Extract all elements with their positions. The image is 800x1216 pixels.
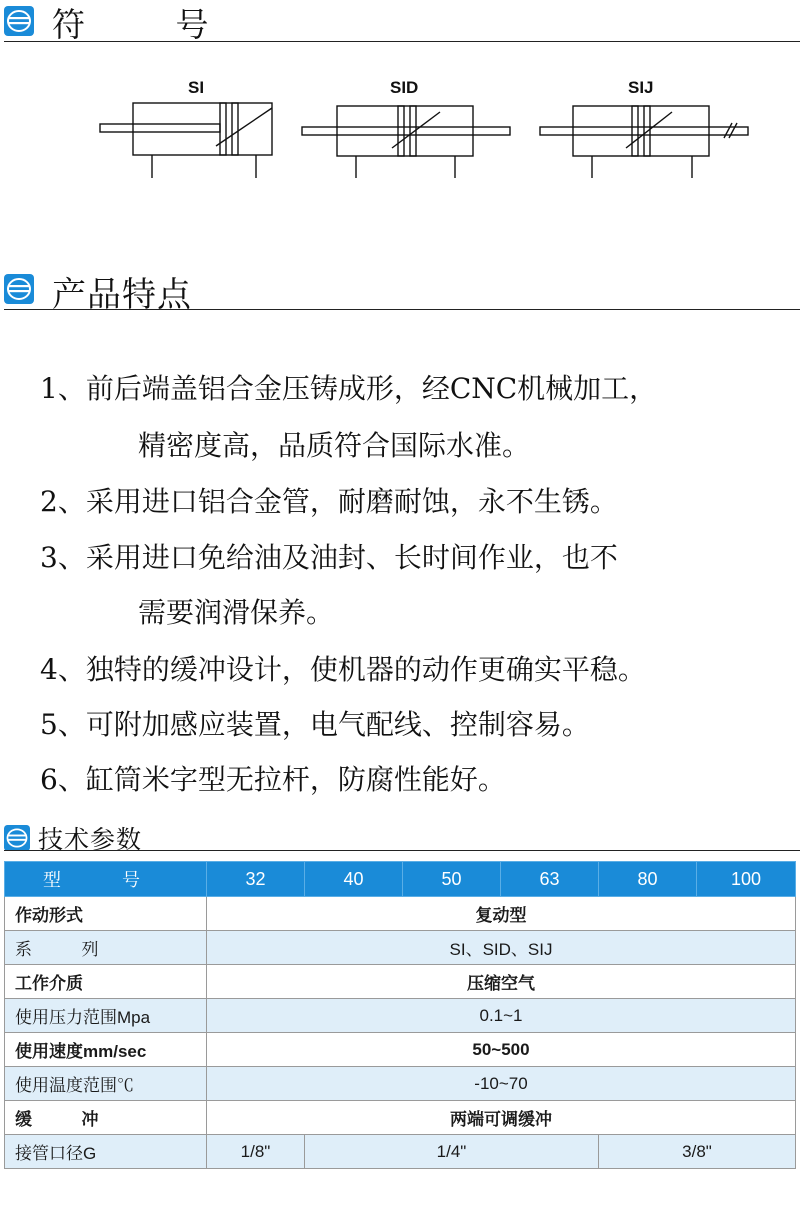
row-label: 缓 冲	[5, 1101, 207, 1135]
table-row	[5, 999, 796, 1033]
section-title-spec: 技术参数	[38, 825, 143, 854]
feature-line-3-cont: 需要润滑保养。	[138, 596, 335, 629]
feature-line-2: 2、采用进口铝合金管，耐磨耐蚀，永不生锈。	[40, 485, 618, 518]
brand-logo-icon	[4, 825, 30, 851]
table-row	[5, 965, 796, 999]
row-label: 使用温度范围℃	[5, 1067, 207, 1101]
feature-line-3: 3、采用进口免给油及油封、长时间作业，也不	[40, 541, 618, 574]
row-label: 作动形式	[5, 897, 207, 931]
table-row	[5, 1101, 796, 1135]
row-value: 复动型	[207, 897, 796, 931]
spec-table	[4, 861, 796, 1169]
row-label: 使用速度mm/sec	[5, 1033, 207, 1067]
cylinder-symbol-sid	[302, 106, 510, 178]
section-title-symbol: 符 号	[52, 5, 249, 44]
table-row	[5, 1135, 796, 1169]
cylinder-symbol-sij	[540, 106, 748, 178]
row-label: 系 列	[5, 931, 207, 965]
row-value: 50~500	[207, 1033, 796, 1067]
feature-line-1-cont: 精密度高，品质符合国际水准。	[138, 429, 531, 462]
section-features-header	[4, 262, 800, 315]
table-header-row	[5, 862, 796, 897]
row-value: 1/4"	[305, 1135, 599, 1169]
symbol-label-sid: SID	[390, 78, 419, 97]
row-label: 接管口径G	[5, 1135, 207, 1169]
symbol-label-si: SI	[188, 78, 205, 97]
row-label: 工作介质	[5, 965, 207, 999]
row-value: -10~70	[207, 1067, 796, 1101]
table-row	[5, 897, 796, 931]
symbol-label-sij: SIJ	[628, 78, 654, 97]
section-title-features: 产品特点	[52, 275, 192, 315]
feature-line-6: 6、缸筒米字型无拉杆，防腐性能好。	[40, 763, 506, 796]
cylinder-symbols-diagram	[0, 90, 800, 185]
row-value: 0.1~1	[207, 999, 796, 1033]
section-spec-header	[4, 818, 800, 854]
header-size: 100	[697, 862, 796, 897]
header-size: 80	[599, 862, 697, 897]
section-divider	[4, 309, 800, 310]
brand-logo-icon	[4, 6, 34, 36]
cylinder-symbol-si	[100, 103, 272, 178]
row-label: 使用压力范围Mpa	[5, 999, 207, 1033]
section-divider	[4, 850, 800, 851]
header-model: 型 号	[5, 862, 207, 897]
table-row	[5, 931, 796, 965]
row-value: 3/8"	[599, 1135, 796, 1169]
row-value: 1/8"	[207, 1135, 305, 1169]
row-value: 压缩空气	[207, 965, 796, 999]
header-size: 32	[207, 862, 305, 897]
header-size: 40	[305, 862, 403, 897]
section-divider	[4, 41, 800, 42]
brand-logo-icon	[4, 274, 34, 304]
section-symbol-header	[4, 0, 800, 45]
row-value: SI、SID、SIJ	[207, 931, 796, 965]
feature-line-5: 5、可附加感应装置，电气配线、控制容易。	[40, 708, 590, 741]
header-size: 50	[403, 862, 501, 897]
row-value: 两端可调缓冲	[207, 1101, 796, 1135]
table-row	[5, 1067, 796, 1101]
table-row	[5, 1033, 796, 1067]
header-size: 63	[501, 862, 599, 897]
feature-line-1: 1、前后端盖铝合金压铸成形，经CNC机械加工，	[40, 372, 658, 405]
feature-line-4: 4、独特的缓冲设计，使机器的动作更确实平稳。	[40, 653, 646, 686]
